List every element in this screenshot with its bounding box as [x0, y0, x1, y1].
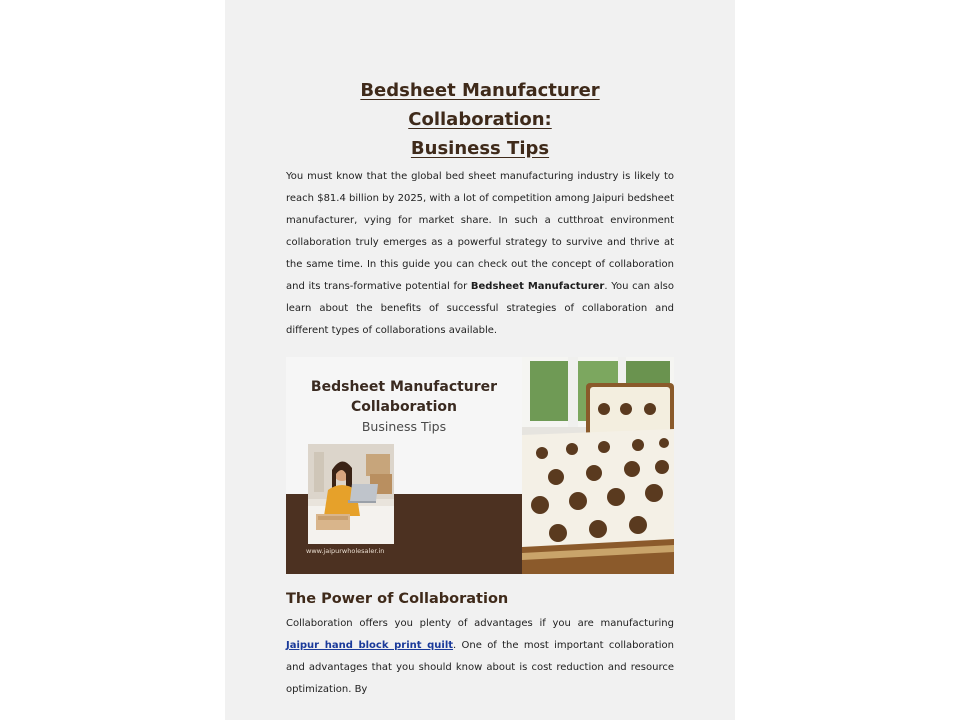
section-heading: The Power of Collaboration — [286, 591, 509, 607]
bedsheet-photo — [522, 357, 674, 574]
intro-bold-term: Bedsheet Manufacturer — [470, 281, 605, 292]
section-paragraph — [286, 613, 674, 701]
jaipur-quilt-link[interactable]: Jaipur hand block print quilt — [286, 640, 454, 651]
title-line-1: Bedsheet Manufacturer Collaboration: — [360, 80, 600, 130]
section-text-1: Collaboration offers you plenty of advantages if you are manufacturing — [286, 618, 674, 629]
document-page — [225, 0, 735, 720]
banner-heading-line-1: Bedsheet Manufacturer — [310, 379, 498, 395]
banner-heading-line-2: Collaboration — [350, 399, 457, 415]
banner-website: www.jaipurwholesaler.in — [306, 547, 385, 555]
banner-image — [286, 357, 674, 574]
title-line-2: Business Tips — [410, 138, 550, 159]
banner-heading — [296, 377, 512, 417]
banner-subheading: Business Tips — [361, 419, 447, 434]
intro-text-1: You must know that the global bed sheet manufacturing industry is likely to reach $81.4 billion by 2025, with a lot of competition among Jaipuri bedsheet manufacturer, vying for market share. In such a cutthroat environment collaboration truly emerges as a powerful strategy to survive and thrive at the same time. In this guide you can check out the concept of collaboration and its trans-formative potential for — [286, 171, 674, 292]
document-title — [286, 76, 674, 163]
woman-laptop-photo — [308, 444, 394, 544]
intro-paragraph — [286, 166, 674, 342]
intro-text-2: . You can also learn about the benefits of successful strategies of collaboration and different types of collaborations available. — [286, 281, 674, 336]
section-text-2: . One of the most important collaboration and advantages that you should know about is cost reduction and resource optimization. By — [286, 640, 675, 695]
document-content — [286, 76, 674, 701]
